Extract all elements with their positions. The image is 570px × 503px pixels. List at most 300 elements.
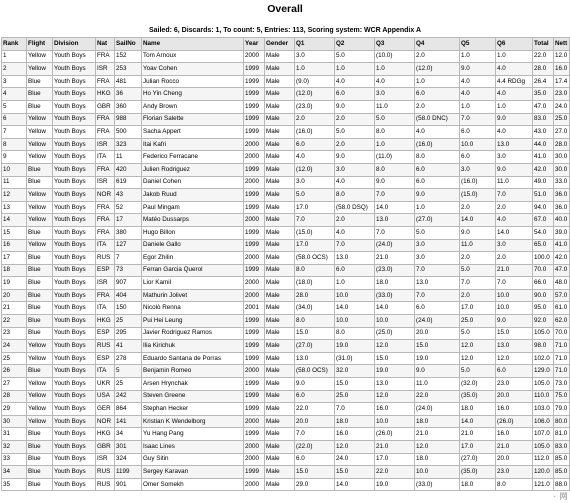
table-cell-name: Arsen Hrynchak [142,378,244,391]
table-cell-q3: 14.0 [375,201,415,214]
table-cell-total: 67.0 [533,214,554,227]
table-cell-q1: (12.0) [295,88,335,101]
table-cell-gender: Male [265,466,295,479]
table-cell-flight: Blue [27,478,53,491]
table-cell-q4: 7.0 [415,264,460,277]
table-cell-rank: 10 [2,163,27,176]
results-table [1,37,570,491]
table-cell-nat: ITA [96,302,115,315]
table-cell-year: 2000 [244,176,265,189]
table-row [2,75,570,88]
table-cell-q5: 18.0 [460,478,496,491]
table-cell-q5: 5.0 [460,327,496,340]
table-row [2,365,570,378]
table-cell-year: 1999 [244,428,265,441]
table-cell-q2: 13.0 [335,252,375,265]
table-cell-year: 2000 [244,50,265,63]
table-cell-q6: 9.0 [496,163,533,176]
table-cell-sailno: 1199 [115,466,142,479]
table-row [2,441,570,454]
table-cell-q2: 7.0 [335,403,375,416]
table-cell-flight: Blue [27,453,53,466]
table-cell-nat: HKG [96,88,115,101]
table-cell-q1: 6.0 [295,138,335,151]
table-cell-rank: 17 [2,252,27,265]
table-row [2,151,570,164]
table-cell-year: 2000 [244,138,265,151]
table-cell-q3: (10.0) [375,50,415,63]
column-header-total: Total [533,38,554,51]
table-row [2,415,570,428]
table-cell-q5: 21.0 [460,428,496,441]
table-cell-q5: (32.0) [460,378,496,391]
table-row [2,453,570,466]
table-row [2,466,570,479]
table-cell-nat: ESP [96,327,115,340]
table-cell-gender: Male [265,201,295,214]
table-cell-q6: 1.0 [496,50,533,63]
table-cell-rank: 27 [2,378,27,391]
table-cell-q2: 3.0 [335,163,375,176]
table-cell-q2: 25.0 [335,390,375,403]
table-row [2,126,570,139]
table-cell-rank: 31 [2,428,27,441]
table-cell-q5: 9.0 [460,226,496,239]
table-cell-division: Youth Boys [53,390,96,403]
watermark-logo: · 网 [553,492,568,501]
table-cell-rank: 5 [2,100,27,113]
table-cell-gender: Male [265,453,295,466]
table-cell-flight: Yellow [27,126,53,139]
table-cell-gender: Male [265,176,295,189]
table-cell-nett: 71.0 [554,365,570,378]
table-cell-q2: 16.0 [335,428,375,441]
table-cell-total: 92.0 [533,315,554,328]
table-cell-q4: 6.0 [415,176,460,189]
table-cell-rank: 18 [2,264,27,277]
table-cell-year: 1999 [244,264,265,277]
table-cell-year: 1999 [244,340,265,353]
table-cell-total: 51.0 [533,189,554,202]
page-title: Overall [267,3,303,15]
table-cell-q4: (16.0) [415,138,460,151]
table-cell-rank: 33 [2,453,27,466]
table-row [2,163,570,176]
table-cell-division: Youth Boys [53,352,96,365]
table-cell-nat: RUS [96,252,115,265]
table-cell-year: 1999 [244,88,265,101]
table-cell-name: Benjamin Romeo [142,365,244,378]
table-cell-q2: 6.0 [335,88,375,101]
table-cell-q5: 5.0 [460,365,496,378]
table-cell-flight: Blue [27,466,53,479]
table-cell-nat: ISR [96,277,115,290]
table-cell-q1: (58.0 OCS) [295,365,335,378]
table-cell-q2: 5.0 [335,50,375,63]
table-cell-division: Youth Boys [53,75,96,88]
table-cell-q6: 23.0 [496,466,533,479]
table-cell-total: 110.0 [533,390,554,403]
table-cell-flight: Blue [27,163,53,176]
table-cell-sailno: 127 [115,239,142,252]
table-cell-name: Stephan Hecker [142,403,244,416]
table-cell-nett: 24.0 [554,100,570,113]
table-cell-nett: 85.0 [554,466,570,479]
table-cell-year: 1999 [244,315,265,328]
table-cell-year: 1999 [244,390,265,403]
table-cell-nat: ISR [96,176,115,189]
table-cell-flight: Blue [27,75,53,88]
table-cell-q1: (27.0) [295,340,335,353]
table-cell-flight: Yellow [27,214,53,227]
table-cell-q6: 3.0 [496,151,533,164]
table-cell-nat: ITA [96,365,115,378]
table-cell-gender: Male [265,63,295,76]
table-cell-division: Youth Boys [53,378,96,391]
table-cell-nett: 27.0 [554,126,570,139]
table-cell-rank: 26 [2,365,27,378]
table-cell-gender: Male [265,239,295,252]
table-cell-q1: 22.0 [295,403,335,416]
table-cell-q3: 16.0 [375,403,415,416]
table-cell-rank: 21 [2,302,27,315]
table-cell-q6: 2.0 [496,252,533,265]
table-row [2,302,570,315]
column-header-q1: Q1 [295,38,335,51]
table-cell-name: Steven Greene [142,390,244,403]
table-cell-q6: 10.0 [496,289,533,302]
column-header-name: Name [142,38,244,51]
table-cell-flight: Yellow [27,63,53,76]
table-cell-rank: 28 [2,390,27,403]
table-cell-q1: 3.0 [295,176,335,189]
table-cell-gender: Male [265,403,295,416]
table-cell-q2: 19.0 [335,340,375,353]
table-cell-q3: 17.0 [375,453,415,466]
table-cell-q4: 1.0 [415,201,460,214]
table-cell-name: Omer Somekh [142,478,244,491]
table-cell-q2: 9.0 [335,100,375,113]
table-cell-flight: Yellow [27,352,53,365]
table-cell-total: 42.0 [533,163,554,176]
table-cell-q4: 2.0 [415,100,460,113]
table-cell-flight: Yellow [27,403,53,416]
table-cell-year: 1999 [244,113,265,126]
table-cell-total: 129.0 [533,365,554,378]
table-cell-division: Youth Boys [53,50,96,63]
table-cell-sailno: 253 [115,63,142,76]
table-cell-total: 35.0 [533,88,554,101]
table-cell-q3: 19.0 [375,478,415,491]
table-cell-rank: 13 [2,201,27,214]
table-cell-nett: 85.0 [554,453,570,466]
table-cell-nett: 83.0 [554,441,570,454]
table-cell-division: Youth Boys [53,315,96,328]
table-cell-nett: 12.0 [554,50,570,63]
table-cell-total: 54.0 [533,226,554,239]
table-cell-name: Javier Rodriguez Ramos [142,327,244,340]
table-cell-q2: 14.0 [335,478,375,491]
column-header-year: Year [244,38,265,51]
table-cell-nett: 79.0 [554,403,570,416]
table-cell-gender: Male [265,252,295,265]
table-cell-year: 1999 [244,100,265,113]
table-row [2,50,570,63]
table-cell-q2: 10.0 [335,315,375,328]
table-cell-nat: FRA [96,226,115,239]
table-cell-q4: 1.0 [415,75,460,88]
table-cell-gender: Male [265,340,295,353]
table-cell-nett: 28.0 [554,138,570,151]
table-cell-q4: 10.0 [415,466,460,479]
table-cell-nett: 62.0 [554,315,570,328]
table-cell-year: 2000 [244,415,265,428]
table-cell-q6: 4.0 [496,88,533,101]
table-cell-q1: (58.0 OCS) [295,252,335,265]
table-cell-year: 2000 [244,214,265,227]
table-cell-division: Youth Boys [53,189,96,202]
table-cell-nat: HKG [96,428,115,441]
table-cell-rank: 25 [2,352,27,365]
table-cell-q2: 14.0 [335,302,375,315]
table-cell-division: Youth Boys [53,151,96,164]
table-cell-sailno: 41 [115,340,142,353]
table-cell-q6: 14.0 [496,226,533,239]
table-row [2,252,570,265]
table-cell-q6: 12.0 [496,352,533,365]
table-cell-rank: 4 [2,88,27,101]
table-cell-total: 98.0 [533,340,554,353]
table-cell-sailno: 404 [115,289,142,302]
table-cell-q3: 8.0 [375,163,415,176]
table-cell-sailno: 34 [115,428,142,441]
table-cell-name: Jakob Ruud [142,189,244,202]
table-cell-nat: GBR [96,441,115,454]
column-header-sailno: SailNo [115,38,142,51]
table-cell-nat: FRA [96,113,115,126]
table-cell-q4: (58.0 DNC) [415,113,460,126]
table-cell-total: 121.0 [533,478,554,491]
table-cell-gender: Male [265,428,295,441]
table-cell-total: 44.0 [533,138,554,151]
table-cell-flight: Yellow [27,415,53,428]
table-cell-q5: 2.0 [460,201,496,214]
table-cell-total: 65.0 [533,239,554,252]
table-cell-q4: (12.0) [415,63,460,76]
table-cell-flight: Blue [27,88,53,101]
table-cell-nett: 81.0 [554,428,570,441]
table-cell-q2: 8.0 [335,189,375,202]
table-cell-q1: 17.0 [295,201,335,214]
table-cell-nat: FRA [96,214,115,227]
table-cell-q5: 14.0 [460,415,496,428]
column-header-nett: Nett [554,38,570,51]
table-cell-total: 120.0 [533,466,554,479]
table-cell-q5: 17.0 [460,441,496,454]
table-cell-year: 1999 [244,466,265,479]
table-cell-nat: ESP [96,264,115,277]
table-cell-total: 90.0 [533,289,554,302]
table-row [2,378,570,391]
table-cell-name: Daniel Cohen [142,176,244,189]
table-cell-year: 2000 [244,453,265,466]
table-cell-sailno: 5 [115,365,142,378]
table-cell-q6: 2.0 [496,201,533,214]
table-cell-name: Mathurin Jolivet [142,289,244,302]
table-cell-q2: 1.0 [335,277,375,290]
table-cell-q4: 18.0 [415,453,460,466]
table-cell-nat: UKR [96,378,115,391]
table-cell-q1: (23.0) [295,100,335,113]
table-cell-rank: 16 [2,239,27,252]
table-cell-gender: Male [265,100,295,113]
table-cell-q2: 5.0 [335,126,375,139]
table-cell-q6: 9.0 [496,113,533,126]
table-cell-division: Youth Boys [53,226,96,239]
table-cell-nat: ITA [96,239,115,252]
column-header-gender: Gender [265,38,295,51]
table-cell-sailno: 242 [115,390,142,403]
column-header-q5: Q5 [460,38,496,51]
table-cell-gender: Male [265,189,295,202]
table-row [2,100,570,113]
table-cell-rank: 8 [2,138,27,151]
table-cell-year: 1999 [244,352,265,365]
table-cell-total: 70.0 [533,264,554,277]
table-cell-q6: 1.0 [496,100,533,113]
table-cell-q1: 20.0 [295,415,335,428]
table-cell-name: Ferran Garcia Querol [142,264,244,277]
table-row [2,327,570,340]
table-cell-nett: 30.0 [554,163,570,176]
table-cell-q6: 4.0 [496,214,533,227]
table-cell-q5: 10.0 [460,138,496,151]
series-summary: Sailed: 6, Discards: 1, To count: 5, Entries: 113, Scoring system: WCR Appendix A [148,27,422,34]
table-cell-rank: 34 [2,466,27,479]
table-row [2,214,570,227]
table-cell-q4: 9.0 [415,365,460,378]
table-cell-year: 1999 [244,327,265,340]
table-cell-flight: Blue [27,315,53,328]
table-cell-nett: 36.0 [554,201,570,214]
table-cell-q1: 7.0 [295,428,335,441]
table-cell-division: Youth Boys [53,428,96,441]
table-cell-nett: 73.0 [554,378,570,391]
table-cell-name: Hugo Billon [142,226,244,239]
table-cell-nett: 47.0 [554,264,570,277]
table-cell-flight: Blue [27,176,53,189]
table-cell-rank: 14 [2,214,27,227]
table-cell-rank: 35 [2,478,27,491]
table-cell-q5: 9.0 [460,63,496,76]
table-cell-nett: 80.0 [554,415,570,428]
table-cell-total: 26.4 [533,75,554,88]
table-cell-nat: FRA [96,75,115,88]
table-cell-name: Sergey Karavan [142,466,244,479]
table-cell-q6: 4.0 [496,63,533,76]
table-cell-q4: 4.0 [415,126,460,139]
table-cell-q1: (22.0) [295,441,335,454]
table-cell-sailno: 150 [115,302,142,315]
table-body [2,50,570,491]
table-cell-division: Youth Boys [53,289,96,302]
table-cell-flight: Yellow [27,378,53,391]
table-cell-nat: RUS [96,340,115,353]
table-cell-nat: ISR [96,453,115,466]
table-cell-flight: Blue [27,302,53,315]
table-cell-gender: Male [265,315,295,328]
table-cell-q2: 4.0 [335,75,375,88]
table-cell-rank: 30 [2,415,27,428]
table-cell-nat: FRA [96,163,115,176]
table-cell-q6: 21.0 [496,441,533,454]
table-cell-q5: 14.0 [460,214,496,227]
table-cell-total: 28.0 [533,63,554,76]
table-cell-q6: 15.0 [496,327,533,340]
table-cell-q5: 6.0 [460,151,496,164]
table-cell-division: Youth Boys [53,264,96,277]
table-cell-year: 1999 [244,163,265,176]
table-cell-sailno: 901 [115,478,142,491]
table-cell-gender: Male [265,390,295,403]
table-cell-nett: 57.0 [554,289,570,302]
table-cell-q1: 4.0 [295,151,335,164]
table-cell-gender: Male [265,88,295,101]
table-cell-q1: 13.0 [295,352,335,365]
table-cell-q3: (24.0) [375,239,415,252]
table-cell-q1: 3.0 [295,50,335,63]
table-cell-division: Youth Boys [53,365,96,378]
table-cell-name: Egor Zhilin [142,252,244,265]
table-cell-division: Youth Boys [53,441,96,454]
table-cell-q1: 15.0 [295,466,335,479]
table-cell-rank: 23 [2,327,27,340]
table-cell-year: 1999 [244,126,265,139]
table-cell-q3: 18.0 [375,277,415,290]
table-cell-division: Youth Boys [53,466,96,479]
table-cell-sailno: 43 [115,189,142,202]
table-cell-gender: Male [265,277,295,290]
column-header-rank: Rank [2,38,27,51]
table-cell-q6: 9.0 [496,315,533,328]
table-cell-q5: (16.0) [460,176,496,189]
table-cell-total: 102.0 [533,352,554,365]
table-cell-gender: Male [265,264,295,277]
column-header-division: Division [53,38,96,51]
table-row [2,88,570,101]
table-cell-division: Youth Boys [53,403,96,416]
table-cell-q2: 6.0 [335,264,375,277]
table-cell-q1: 17.0 [295,239,335,252]
table-cell-sailno: 73 [115,264,142,277]
table-cell-q6: 7.0 [496,277,533,290]
table-cell-nat: RUS [96,466,115,479]
table-cell-total: 107.0 [533,428,554,441]
table-cell-name: Itai Kafri [142,138,244,151]
table-cell-q6: 8.0 [496,478,533,491]
table-cell-q5: 2.0 [460,289,496,302]
table-cell-division: Youth Boys [53,453,96,466]
table-cell-flight: Blue [27,441,53,454]
table-row [2,264,570,277]
table-cell-q3: 21.0 [375,441,415,454]
table-cell-name: Matéo Dussarps [142,214,244,227]
table-cell-flight: Yellow [27,189,53,202]
table-cell-nat: FRA [96,50,115,63]
table-row [2,478,570,491]
table-cell-nat: RUS [96,478,115,491]
table-cell-nat: FRA [96,201,115,214]
